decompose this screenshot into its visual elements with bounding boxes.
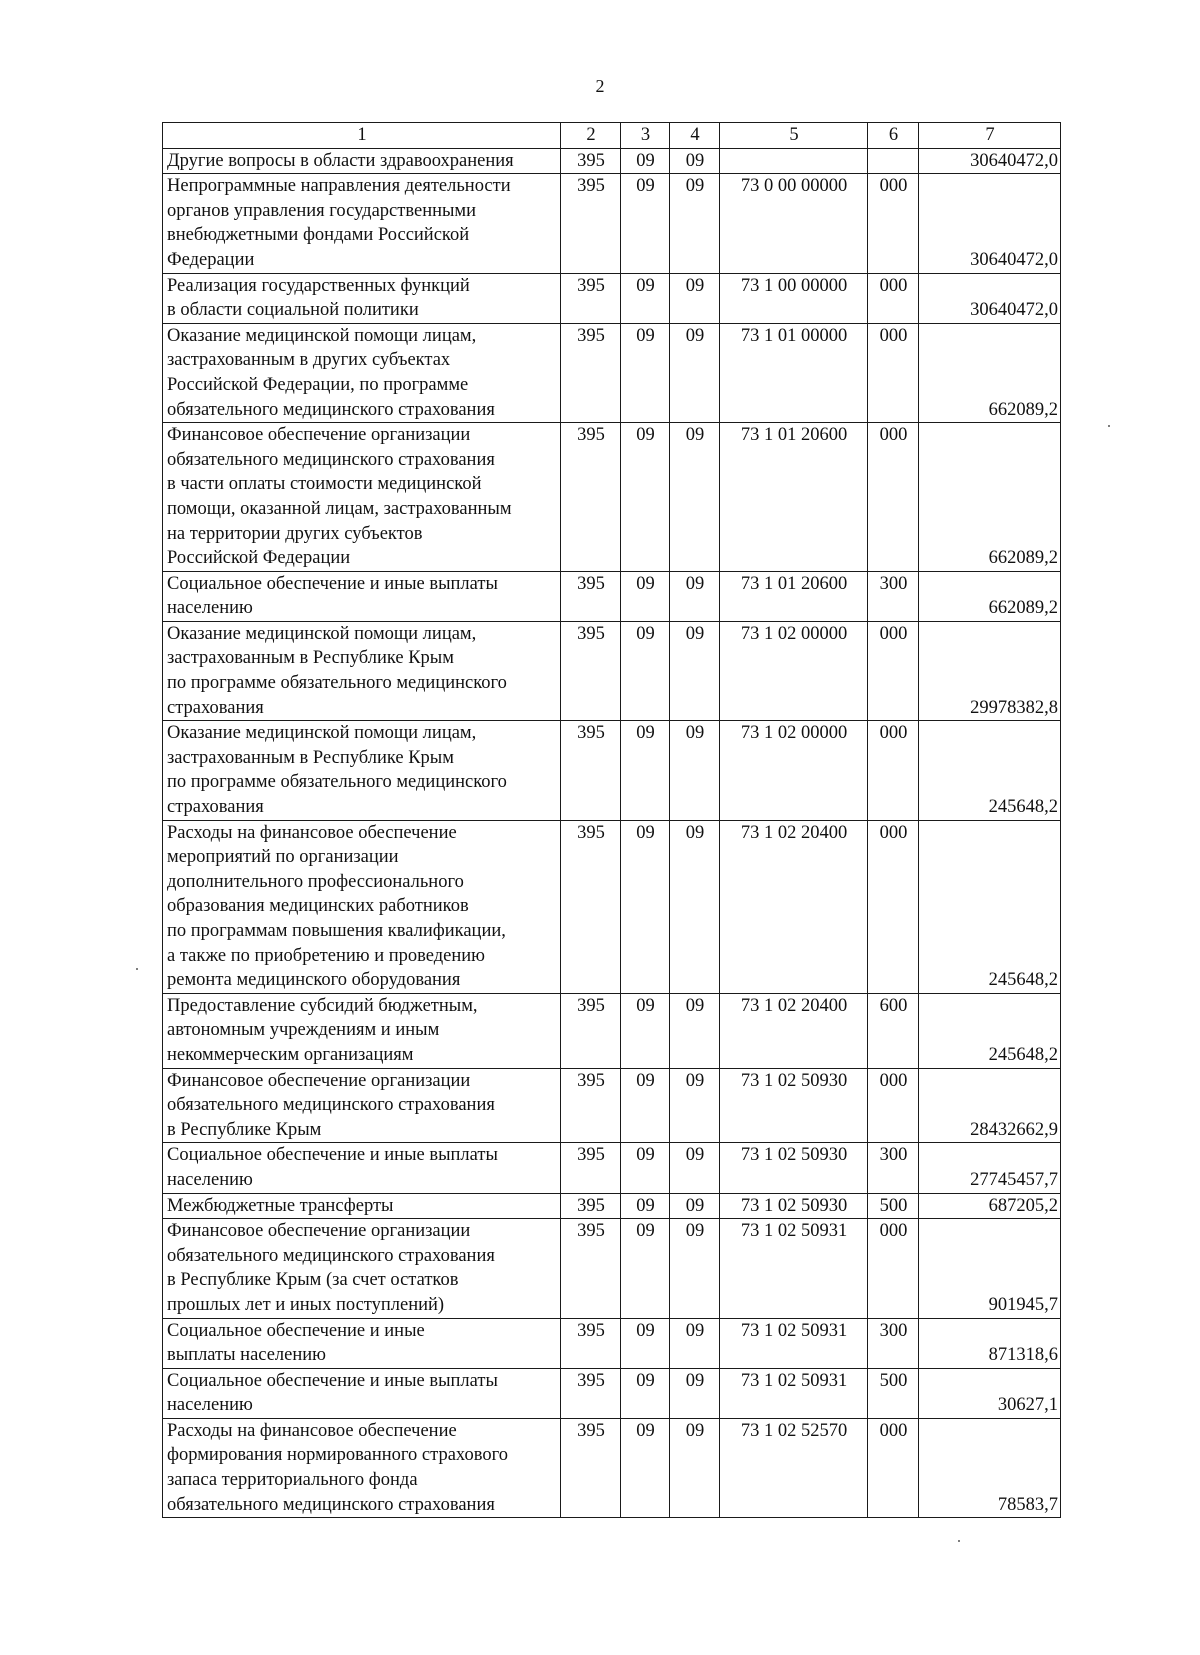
- table-row: [163, 1193, 1061, 1219]
- item-name-line: автономным учреждениям и иным: [167, 1020, 440, 1041]
- item-name-cell: [163, 1068, 561, 1143]
- subsection-code-cell: 09: [670, 1193, 720, 1219]
- item-name-line: обязательного медицинского страхования: [167, 1245, 495, 1266]
- target-article-cell: 73 1 02 52570: [720, 1418, 868, 1517]
- subsection-code-cell: 09: [670, 273, 720, 323]
- subsection-code-cell: 09: [670, 1219, 720, 1318]
- subsection-code-cell: 09: [670, 993, 720, 1068]
- item-name-line: населению: [167, 598, 253, 619]
- admin-code-cell: 395: [561, 721, 621, 820]
- admin-code-cell: 395: [561, 1219, 621, 1318]
- section-code-cell: 09: [621, 1318, 670, 1368]
- section-code-cell: 09: [621, 273, 670, 323]
- scan-speck: [1108, 425, 1110, 427]
- table-row: [163, 423, 1061, 572]
- admin-code-cell: 395: [561, 1068, 621, 1143]
- target-article-cell: 73 1 01 20600: [720, 423, 868, 572]
- amount-cell: 78583,7: [919, 1418, 1061, 1517]
- amount-cell: 662089,2: [919, 323, 1061, 422]
- section-code-cell: 09: [621, 993, 670, 1068]
- admin-code-cell: 395: [561, 174, 621, 273]
- section-code-cell: 09: [621, 571, 670, 621]
- section-code-cell: 09: [621, 174, 670, 273]
- expense-type-cell: [868, 148, 919, 174]
- header-cell-4: 4: [670, 123, 720, 149]
- item-name-line: ремонта медицинского оборудования: [167, 970, 461, 991]
- admin-code-cell: 395: [561, 1368, 621, 1418]
- section-code-cell: 09: [621, 1219, 670, 1318]
- item-name-line: Предоставление субсидий бюджетным,: [167, 995, 478, 1016]
- expense-type-cell: 000: [868, 721, 919, 820]
- expense-type-cell: 000: [868, 621, 919, 720]
- item-name-line: страхования: [167, 797, 264, 818]
- subsection-code-cell: 09: [670, 820, 720, 993]
- table-row: [163, 174, 1061, 273]
- expense-type-cell: 000: [868, 820, 919, 993]
- item-name-line: внебюджетными фондами Российской: [167, 225, 470, 246]
- table-row: [163, 1143, 1061, 1193]
- target-article-cell: 73 1 02 50931: [720, 1368, 868, 1418]
- item-name-line: населению: [167, 1169, 253, 1190]
- item-name-line: образования медицинских работников: [167, 896, 469, 917]
- amount-cell: 901945,7: [919, 1219, 1061, 1318]
- item-name-line: формирования нормированного страхового: [167, 1445, 508, 1466]
- target-article-cell: 73 1 01 20600: [720, 571, 868, 621]
- item-name-line: обязательного медицинского страхования: [167, 1095, 495, 1116]
- header-cell-5: 5: [720, 123, 868, 149]
- item-name-line: Оказание медицинской помощи лицам,: [167, 723, 477, 744]
- amount-cell: 687205,2: [919, 1193, 1061, 1219]
- target-article-cell: 73 1 02 20400: [720, 820, 868, 993]
- admin-code-cell: 395: [561, 273, 621, 323]
- expense-type-cell: 000: [868, 1219, 919, 1318]
- subsection-code-cell: 09: [670, 1368, 720, 1418]
- item-name-line: Социальное обеспечение и иные выплаты: [167, 1370, 498, 1391]
- expense-type-cell: 000: [868, 423, 919, 572]
- item-name-line: застрахованным в других субъектах: [167, 350, 451, 371]
- subsection-code-cell: 09: [670, 148, 720, 174]
- item-name-cell: [163, 820, 561, 993]
- table-row: [163, 1318, 1061, 1368]
- item-name-line: Федерации: [167, 249, 255, 270]
- subsection-code-cell: 09: [670, 174, 720, 273]
- item-name-line: Социальное обеспечение и иные: [167, 1320, 425, 1341]
- item-name-line: прошлых лет и иных поступлений): [167, 1294, 445, 1315]
- item-name-line: Реализация государственных функций: [167, 275, 470, 296]
- header-cell-1: 1: [163, 123, 561, 149]
- item-name-line: Российской Федерации, по программе: [167, 374, 469, 395]
- section-code-cell: 09: [621, 1368, 670, 1418]
- expense-type-cell: 500: [868, 1368, 919, 1418]
- header-cell-7: 7: [919, 123, 1061, 149]
- item-name-line: в области социальной политики: [167, 300, 419, 321]
- table-row: [163, 1068, 1061, 1143]
- item-name-line: по программе обязательного медицинского: [167, 673, 507, 694]
- expense-type-cell: 000: [868, 273, 919, 323]
- item-name-line: Социальное обеспечение и иные выплаты: [167, 573, 498, 594]
- item-name-cell: [163, 1143, 561, 1193]
- target-article-cell: 73 1 02 50931: [720, 1318, 868, 1368]
- item-name-line: на территории других субъектов: [167, 523, 423, 544]
- section-code-cell: 09: [621, 1193, 670, 1219]
- amount-cell: 30640472,0: [919, 148, 1061, 174]
- table-row: [163, 1418, 1061, 1517]
- admin-code-cell: 395: [561, 621, 621, 720]
- item-name-cell: [163, 1193, 561, 1219]
- item-name-line: в части оплаты стоимости медицинской: [167, 474, 482, 495]
- section-code-cell: 09: [621, 1068, 670, 1143]
- item-name-cell: [163, 571, 561, 621]
- item-name-line: Расходы на финансовое обеспечение: [167, 1420, 457, 1441]
- table-row: [163, 323, 1061, 422]
- admin-code-cell: 395: [561, 1418, 621, 1517]
- expense-type-cell: 600: [868, 993, 919, 1068]
- admin-code-cell: 395: [561, 1318, 621, 1368]
- subsection-code-cell: 09: [670, 423, 720, 572]
- target-article-cell: 73 1 02 50931: [720, 1219, 868, 1318]
- item-name-cell: [163, 993, 561, 1068]
- table-row: [163, 148, 1061, 174]
- item-name-line: Оказание медицинской помощи лицам,: [167, 623, 477, 644]
- item-name-line: мероприятий по организации: [167, 847, 399, 868]
- amount-cell: 30640472,0: [919, 174, 1061, 273]
- scan-speck: [136, 968, 138, 970]
- item-name-line: Непрограммные направления деятельности: [167, 176, 511, 197]
- admin-code-cell: 395: [561, 148, 621, 174]
- amount-cell: 245648,2: [919, 721, 1061, 820]
- subsection-code-cell: 09: [670, 1143, 720, 1193]
- amount-cell: 245648,2: [919, 820, 1061, 993]
- amount-cell: 27745457,7: [919, 1143, 1061, 1193]
- item-name-line: Оказание медицинской помощи лицам,: [167, 325, 477, 346]
- amount-cell: 28432662,9: [919, 1068, 1061, 1143]
- subsection-code-cell: 09: [670, 323, 720, 422]
- item-name-line: обязательного медицинского страхования: [167, 449, 495, 470]
- admin-code-cell: 395: [561, 993, 621, 1068]
- admin-code-cell: 395: [561, 820, 621, 993]
- item-name-line: обязательного медицинского страхования: [167, 1494, 495, 1515]
- item-name-line: Финансовое обеспечение организации: [167, 1070, 471, 1091]
- table-row: [163, 621, 1061, 720]
- section-code-cell: 09: [621, 423, 670, 572]
- section-code-cell: 09: [621, 820, 670, 993]
- table-header-row: [163, 123, 1061, 149]
- item-name-line: Финансовое обеспечение организации: [167, 1221, 471, 1242]
- item-name-line: помощи, оказанной лицам, застрахованным: [167, 498, 512, 519]
- section-code-cell: 09: [621, 1418, 670, 1517]
- admin-code-cell: 395: [561, 571, 621, 621]
- target-article-cell: 73 1 02 50930: [720, 1193, 868, 1219]
- subsection-code-cell: 09: [670, 1318, 720, 1368]
- target-article-cell: 73 1 02 00000: [720, 621, 868, 720]
- amount-cell: 30627,1: [919, 1368, 1061, 1418]
- item-name-cell: [163, 721, 561, 820]
- table-row: [163, 721, 1061, 820]
- section-code-cell: 09: [621, 1143, 670, 1193]
- table-row: [163, 1368, 1061, 1418]
- item-name-line: некоммерческим организациям: [167, 1044, 414, 1065]
- header-cell-2: 2: [561, 123, 621, 149]
- admin-code-cell: 395: [561, 323, 621, 422]
- scan-speck: [958, 1540, 960, 1542]
- item-name-cell: [163, 148, 561, 174]
- item-name-line: дополнительного профессионального: [167, 871, 464, 892]
- item-name-line: в Республике Крым (за счет остатков: [167, 1270, 459, 1291]
- section-code-cell: 09: [621, 148, 670, 174]
- target-article-cell: 73 1 02 50930: [720, 1143, 868, 1193]
- target-article-cell: 73 0 00 00000: [720, 174, 868, 273]
- amount-cell: 871318,6: [919, 1318, 1061, 1368]
- item-name-line: застрахованным в Республике Крым: [167, 747, 454, 768]
- amount-cell: 30640472,0: [919, 273, 1061, 323]
- item-name-line: обязательного медицинского страхования: [167, 399, 495, 420]
- amount-cell: 662089,2: [919, 423, 1061, 572]
- item-name-cell: [163, 273, 561, 323]
- expense-type-cell: 500: [868, 1193, 919, 1219]
- item-name-line: а также по приобретению и проведению: [167, 945, 485, 966]
- target-article-cell: 73 1 02 00000: [720, 721, 868, 820]
- table-row: [163, 993, 1061, 1068]
- table-row: [163, 820, 1061, 993]
- target-article-cell: 73 1 01 00000: [720, 323, 868, 422]
- subsection-code-cell: 09: [670, 1068, 720, 1143]
- amount-cell: 29978382,8: [919, 621, 1061, 720]
- expense-type-cell: 300: [868, 571, 919, 621]
- item-name-cell: [163, 323, 561, 422]
- header-cell-3: 3: [621, 123, 670, 149]
- page-number: 2: [595, 76, 605, 96]
- admin-code-cell: 395: [561, 1143, 621, 1193]
- admin-code-cell: 395: [561, 1193, 621, 1219]
- subsection-code-cell: 09: [670, 621, 720, 720]
- header-cell-6: 6: [868, 123, 919, 149]
- item-name-line: населению: [167, 1395, 253, 1416]
- table-row: [163, 571, 1061, 621]
- budget-table: [162, 122, 1061, 1518]
- section-code-cell: 09: [621, 621, 670, 720]
- item-name-cell: [163, 423, 561, 572]
- item-name-cell: [163, 1368, 561, 1418]
- section-code-cell: 09: [621, 323, 670, 422]
- item-name-cell: [163, 1418, 561, 1517]
- item-name-line: Социальное обеспечение и иные выплаты: [167, 1145, 498, 1166]
- item-name-line: запаса территориального фонда: [167, 1470, 418, 1491]
- target-article-cell: 73 1 02 20400: [720, 993, 868, 1068]
- item-name-cell: [163, 621, 561, 720]
- item-name-line: по программе обязательного медицинского: [167, 772, 507, 793]
- amount-cell: 245648,2: [919, 993, 1061, 1068]
- item-name-line: Российской Федерации: [167, 548, 351, 569]
- expense-type-cell: 000: [868, 1068, 919, 1143]
- item-name-cell: [163, 1219, 561, 1318]
- subsection-code-cell: 09: [670, 721, 720, 820]
- table-row: [163, 273, 1061, 323]
- subsection-code-cell: 09: [670, 1418, 720, 1517]
- item-name-line: застрахованным в Республике Крым: [167, 648, 454, 669]
- subsection-code-cell: 09: [670, 571, 720, 621]
- expense-type-cell: 000: [868, 1418, 919, 1517]
- item-name-line: в Республике Крым: [167, 1119, 322, 1140]
- item-name-line: выплаты населению: [167, 1345, 326, 1366]
- expense-type-cell: 000: [868, 174, 919, 273]
- item-name-line: Межбюджетные трансферты: [167, 1195, 394, 1216]
- expense-type-cell: 300: [868, 1318, 919, 1368]
- target-article-cell: 73 1 00 00000: [720, 273, 868, 323]
- target-article-cell: [720, 148, 868, 174]
- item-name-line: Расходы на финансовое обеспечение: [167, 822, 457, 843]
- table-row: [163, 1219, 1061, 1318]
- item-name-line: по программам повышения квалификации,: [167, 921, 506, 941]
- expense-type-cell: 300: [868, 1143, 919, 1193]
- expense-type-cell: 000: [868, 323, 919, 422]
- item-name-cell: [163, 1318, 561, 1368]
- item-name-line: страхования: [167, 697, 264, 718]
- item-name-cell: [163, 174, 561, 273]
- item-name-line: органов управления государственными: [167, 200, 477, 221]
- admin-code-cell: 395: [561, 423, 621, 572]
- item-name-line: Финансовое обеспечение организации: [167, 425, 471, 446]
- section-code-cell: 09: [621, 721, 670, 820]
- target-article-cell: 73 1 02 50930: [720, 1068, 868, 1143]
- item-name-line: Другие вопросы в области здравоохранения: [167, 150, 514, 171]
- amount-cell: 662089,2: [919, 571, 1061, 621]
